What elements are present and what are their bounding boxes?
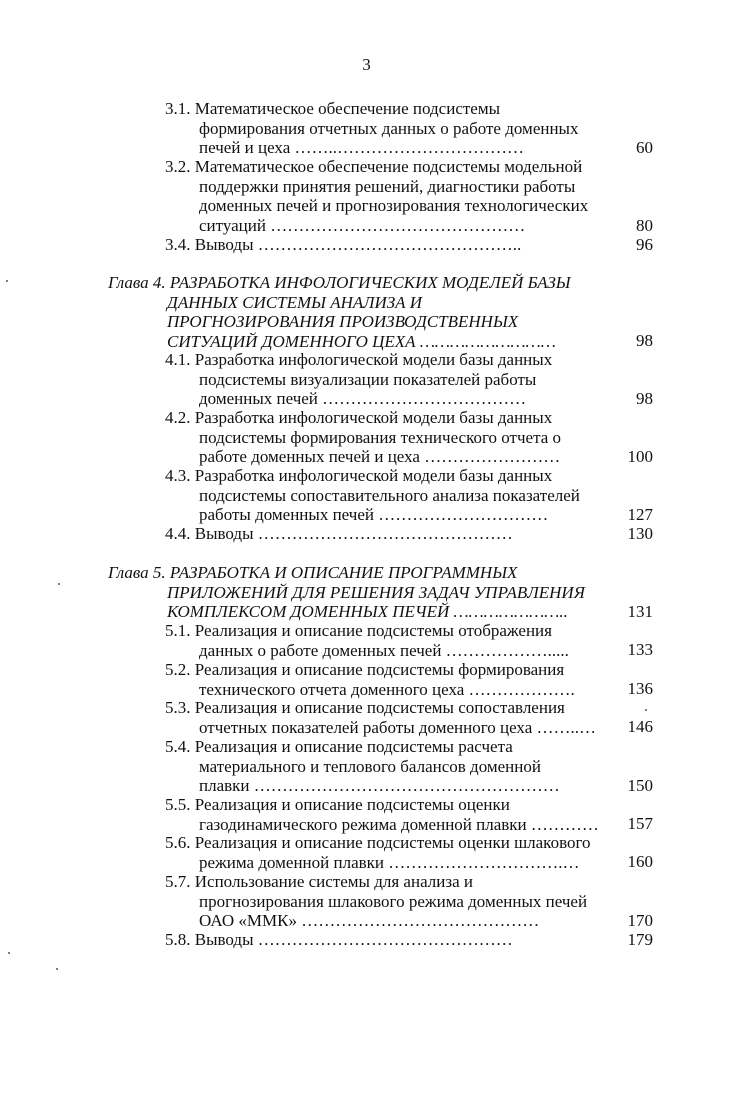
toc-line: 5.3. Реализация и описание подсистемы сопоставления — [165, 698, 565, 717]
page-number: 3 — [362, 55, 371, 74]
toc-line: подсистемы формирования технического отчета о — [199, 427, 562, 447]
toc-line: 3.2. Математическое обеспечение подсистемы модельной — [165, 157, 583, 176]
toc-page-number: 160 — [627, 852, 653, 871]
toc-entry-3-4 — [165, 235, 521, 255]
toc-chapter-5 — [108, 563, 585, 622]
toc-line: 5.4. Реализация и описание подсистемы расчета — [165, 737, 513, 756]
toc-line: 5.1. Реализация и описание подсистемы отображения — [165, 621, 552, 640]
toc-page-number: 157 — [627, 814, 653, 833]
toc-line: Глава 5. РАЗРАБОТКА И ОПИСАНИЕ ПРОГРАММНЫХ — [108, 563, 518, 582]
toc-page-number: 98 — [636, 331, 653, 350]
toc-line: поддержки принятия решений, диагностики работы — [199, 176, 576, 196]
toc-line: ДАННЫХ СИСТЕМЫ АНАЛИЗА И — [167, 292, 423, 312]
toc-page-number: 179 — [627, 930, 653, 949]
toc-page-number: 131 — [627, 602, 653, 621]
toc-line: 4.4. Выводы ……………………………………… — [165, 524, 513, 543]
toc-entry-4-1 — [165, 350, 552, 409]
toc-entry-4-3 — [165, 466, 580, 525]
scan-speck — [645, 709, 647, 711]
toc-entry-5-7 — [165, 872, 587, 931]
toc-line: 4.2. Разработка инфологической модели базы данных — [165, 408, 553, 427]
toc-page-number: 98 — [636, 389, 653, 408]
toc-line: 5.5. Реализация и описание подсистемы оценки — [165, 795, 510, 814]
toc-line: газодинамического режима доменной плавки ………… — [199, 814, 599, 834]
toc-line: Глава 4. РАЗРАБОТКА ИНФОЛОГИЧЕСКИХ МОДЕЛЕЙ БАЗЫ — [108, 273, 571, 292]
toc-line: прогнозирования шлакового режима доменных печей — [199, 891, 588, 911]
toc-line: 5.6. Реализация и описание подсистемы оценки шлакового — [165, 833, 591, 852]
toc-entry-3-1 — [165, 99, 578, 158]
toc-page-number: 80 — [636, 216, 653, 235]
toc-entry-5-8 — [165, 930, 513, 950]
toc-page-number: 136 — [627, 679, 653, 698]
toc-line: СИТУАЦИЙ ДОМЕННОГО ЦЕХА ……………………… — [167, 331, 556, 351]
toc-line: технического отчета доменного цеха ………………. — [199, 679, 575, 699]
toc-page-number: 133 — [627, 640, 653, 659]
toc-page-number: 150 — [627, 776, 653, 795]
toc-entry-5-4 — [165, 737, 560, 796]
toc-line: 4.1. Разработка инфологической модели базы данных — [165, 350, 553, 369]
toc-line: печей и цеха ……..…………………………… — [199, 138, 525, 157]
toc-page-number: 170 — [627, 911, 653, 930]
toc-line: 5.7. Использование системы для анализа и — [165, 872, 473, 891]
toc-line: материального и теплового балансов доменной — [199, 756, 541, 776]
toc-entry-4-2 — [165, 408, 561, 467]
toc-line: работе доменных печей и цеха …………………… — [199, 447, 561, 466]
toc-page-number: 96 — [636, 235, 653, 254]
toc-line: подсистемы сопоставительного анализа показателей — [199, 485, 580, 505]
toc-line: ситуаций ……………………………………… — [199, 215, 526, 235]
toc-entry-3-2 — [165, 157, 588, 235]
toc-page-number: 127 — [627, 505, 653, 524]
toc-page-number: 130 — [627, 524, 653, 543]
toc-chapter-4 — [108, 273, 571, 351]
scan-speck — [56, 968, 58, 970]
toc-line: ОАО «ММК» …………………………………… — [199, 911, 540, 930]
toc-line: режима доменной плавки ………………………….… — [199, 852, 580, 872]
toc-entry-5-3 — [165, 698, 596, 737]
toc-line: КОМПЛЕКСОМ ДОМЕННЫХ ПЕЧЕЙ ………………….. — [167, 602, 568, 621]
toc-page-number: 146 — [627, 717, 653, 736]
toc-line: доменных печей ……………………………… — [199, 389, 527, 408]
toc-entry-5-2 — [165, 660, 575, 699]
toc-entry-5-6 — [165, 833, 591, 872]
scan-speck — [8, 952, 10, 954]
toc-line: работы доменных печей ………………………… — [199, 505, 549, 524]
scan-speck — [58, 583, 60, 585]
toc-line: доменных печей и прогнозирования технологических — [199, 196, 589, 215]
toc-page-number: 100 — [627, 447, 653, 466]
toc-line: 3.4. Выводы ……………………………………….. — [165, 235, 522, 254]
toc-line: данных о работе доменных печей ………………..... — [199, 640, 569, 660]
scan-speck — [6, 280, 8, 282]
toc-line: формирования отчетных данных о работе доменных — [199, 118, 579, 138]
toc-line: плавки ……………………………………………… — [199, 776, 560, 795]
toc-line: 5.8. Выводы ……………………………………… — [165, 930, 513, 949]
toc-entry-5-5 — [165, 795, 599, 834]
toc-page-number: 60 — [636, 138, 653, 157]
toc-line: 3.1. Математическое обеспечение подсистемы — [165, 99, 501, 118]
toc-line: 4.3. Разработка инфологической модели базы данных — [165, 466, 553, 485]
toc-entry-5-1 — [165, 621, 569, 660]
toc-line: 5.2. Реализация и описание подсистемы формирования — [165, 660, 565, 679]
toc-line: ПРОГНОЗИРОВАНИЯ ПРОИЗВОДСТВЕННЫХ — [167, 312, 519, 331]
toc-line: подсистемы визуализации показателей работы — [199, 369, 537, 389]
toc-entry-4-4 — [165, 524, 513, 544]
toc-line: ПРИЛОЖЕНИЙ ДЛЯ РЕШЕНИЯ ЗАДАЧ УПРАВЛЕНИЯ — [167, 582, 585, 602]
toc-line: отчетных показателей работы доменного цеха ……..… — [199, 717, 597, 737]
